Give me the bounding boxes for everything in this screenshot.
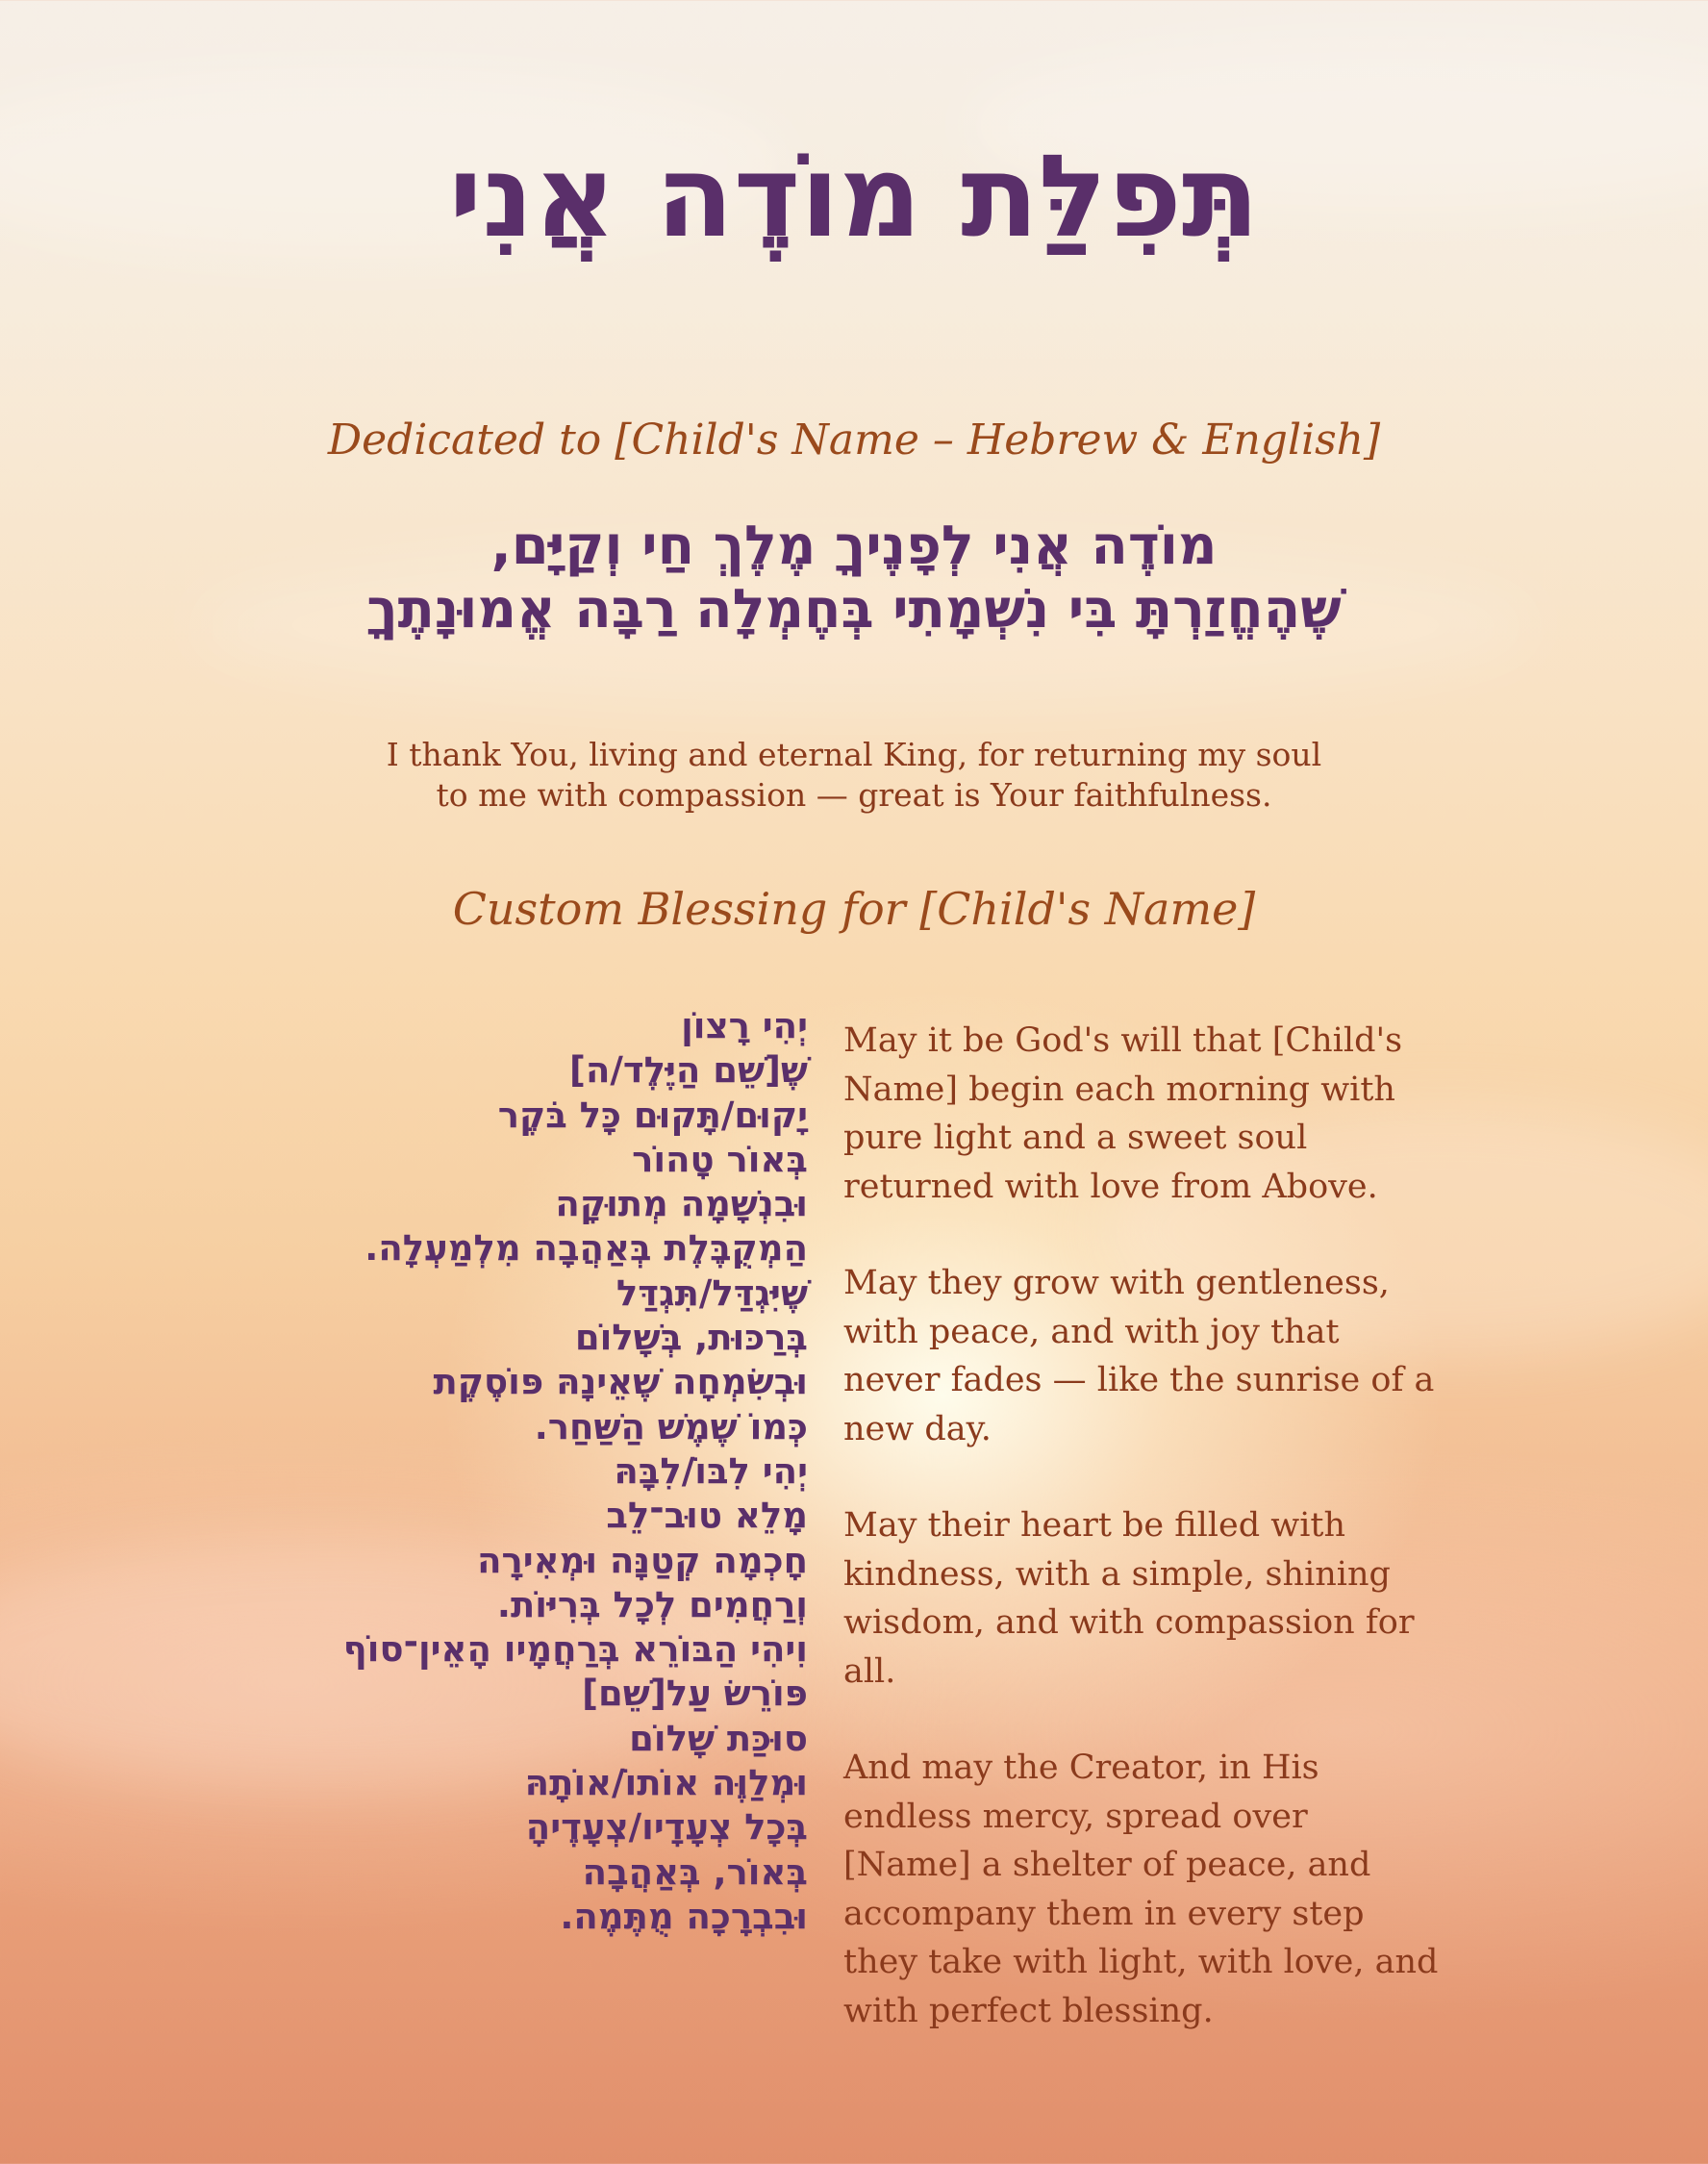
hebrew-blessing-line: וּבִנְשָׁמָה מְתוּקָה [555, 1183, 808, 1225]
hebrew-blessing-line: יְהִי לִבּוֹ/לִבָּהּ [614, 1449, 808, 1492]
english-blessing-column [843, 1017, 1440, 2083]
english-blessing-paragraph: May they grow with gentleness, with peace, and with joy that never fades — like the sunrise of a new day. [843, 1264, 1435, 1448]
hebrew-blessing-line: וִיהִי הַבּוֹרֵא בְּרַחֲמָיו הָאֵין־סוֹף [342, 1628, 808, 1671]
hebrew-blessing-line: שֶׁיִּגְדַּל/תִּגְדַּל [615, 1271, 808, 1314]
hebrew-blessing-line: בְּאוֹר, בְּאַהֲבָה [582, 1850, 808, 1893]
hebrew-blessing-line: וּמְלַוֶּה אוֹתוֹ/אוֹתָהּ [524, 1762, 808, 1804]
hebrew-blessing-line: וְרַחֲמִים לְכָל בְּרִיּוֹת. [496, 1583, 808, 1625]
dedication-line: Dedicated to [Child's Name – Hebrew & English] [327, 415, 1381, 465]
english-translation [0, 735, 1708, 816]
hebrew-blessing-line: פּוֹרֵשׂ עַל[שֵׁם] [582, 1673, 808, 1715]
hebrew-blessing-line: בְּאוֹר טָהוֹר [632, 1138, 808, 1180]
page-title: תְּפִלַּת מוֹדֶה אֲנִי [448, 130, 1260, 263]
translation-line: I thank You, living and eternal King, for returning my soul [386, 736, 1322, 773]
modeh-ani-prayer [0, 515, 1708, 642]
hebrew-blessing-line: כְּמוֹ שֶׁמֶשׁ הַשַּׁחַר. [534, 1405, 808, 1447]
translation-line: to me with compassion — great is Your faithfulness. [436, 776, 1272, 815]
hebrew-blessing-line: חָכְמָה קְטַנָּה וּמְאִירָה [477, 1539, 808, 1581]
modeh-ani-line: מוֹדֶה אֲנִי לְפָנֶיךָ מֶלֶךְ חַי וְקַיָּם, [490, 515, 1218, 577]
hebrew-blessing-line: הַמְקֻבֶּלֶת בְּאַהֲבָה מִלְמַעְלָה. [364, 1227, 808, 1270]
english-blessing-paragraph: And may the Creator, in His endless mercy, spread over [Name] a shelter of peace, and accompany them in every step they take with light, with love, and with perfect blessing. [843, 1749, 1439, 2030]
custom-blessing-heading: Custom Blessing for [Child's Name] [452, 883, 1256, 935]
hebrew-blessing-line: סוּכַּת שָׁלוֹם [629, 1717, 808, 1759]
hebrew-blessing-line: וּבְשִׂמְחָה שֶׁאֵינָהּ פּוֹסֶקֶת [433, 1361, 808, 1403]
hebrew-blessing-line: בְּכָל צְעָדָיו/צְעָדֶיהָ [525, 1806, 808, 1849]
hebrew-blessing-line: מָלֵא טוּב־לֵב [606, 1495, 808, 1537]
hebrew-blessing-line: יְהִי רָצוֹן [681, 1005, 808, 1046]
hebrew-blessing-line: יָקוּם/תָּקוּם כָּל בֹּקֶר [497, 1094, 808, 1136]
modeh-ani-line: שֶׁהֶחֱזַרְתָּ בִּי נִשְׁמָתִי בְּחֶמְלָה רַבָּה אֱמוּנָתֶךָ [366, 578, 1342, 642]
hebrew-blessing-line: בְּרַכּוּת, בְּשָׁלוֹם [574, 1317, 808, 1359]
english-blessing-paragraph: May their heart be filled with kindness, with a simple, shining wisdom, and with compassion for all. [843, 1506, 1415, 1691]
english-blessing-paragraph: May it be God's will that [Child's Name] begin each morning with pure light and a sweet soul returned with love from Above. [843, 1021, 1403, 1206]
hebrew-blessing-line: וּבִבְרָכָה מֻתֶּמֶה. [560, 1895, 808, 1937]
hebrew-blessing-column [192, 1004, 808, 1939]
hebrew-blessing-line: שֶׁ[שֵׁם הַיֶּלֶד/ה] [569, 1049, 808, 1092]
